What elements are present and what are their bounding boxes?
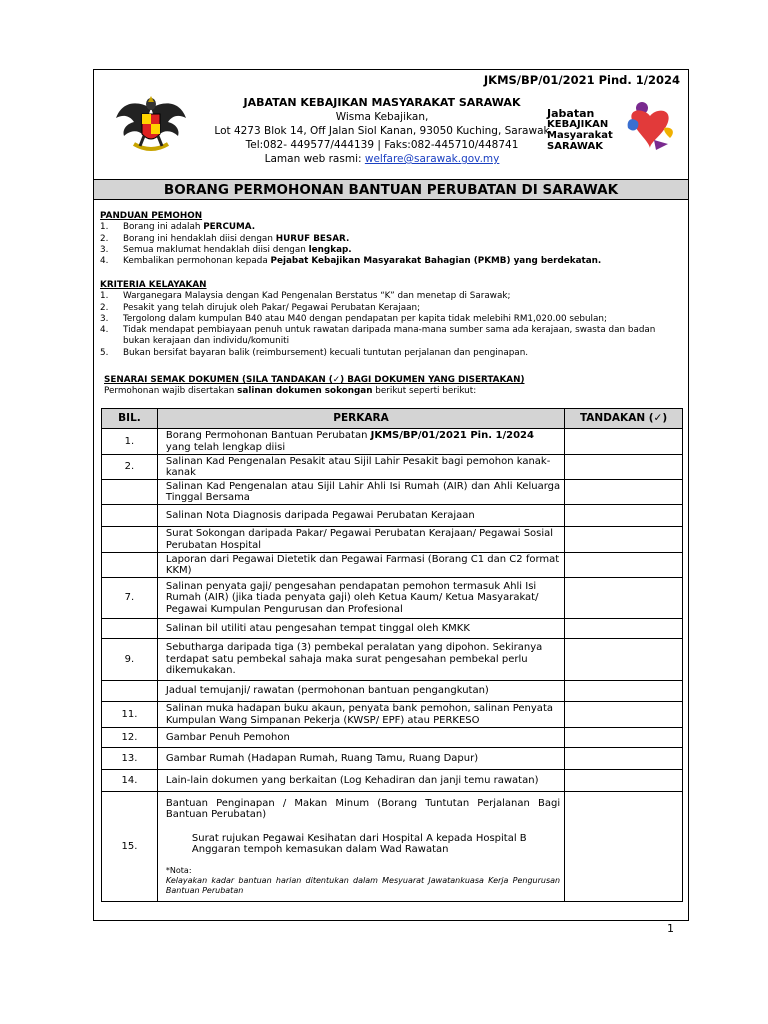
form-frame xyxy=(93,69,689,921)
tick-box[interactable] xyxy=(565,792,683,902)
tick-box[interactable] xyxy=(565,728,683,748)
kriteria-item: 3. Tergolong dalam kumpulan B40 atau M40 dengan pendapatan per kapita tidak melebihi RM1,020.00 sebulan; xyxy=(100,313,607,324)
tick-box[interactable] xyxy=(565,770,683,792)
tick-box[interactable] xyxy=(565,619,683,639)
agency-web xyxy=(202,152,562,166)
table-row: Salinan bil utiliti atau pengesahan tempat tinggal oleh KMKK xyxy=(102,619,683,639)
form-reference: JKMS/BP/01/2021 Pind. 1/2024 xyxy=(483,73,680,87)
logo-text-3: Masyarakat xyxy=(547,130,613,141)
tick-box[interactable] xyxy=(565,639,683,681)
tick-box[interactable] xyxy=(565,681,683,702)
table-row: 2. Salinan Kad Pengenalan Pesakit atau Sijil Lahir Pesakit bagi pemohon kanak-kanak xyxy=(102,455,683,480)
tick-box[interactable] xyxy=(565,480,683,505)
panduan-item: 1. Borang ini adalah PERCUMA. xyxy=(100,222,256,233)
row15-sub1: Surat rujukan Pegawai Kesihatan dari Hospital A kepada Hospital B xyxy=(191,832,527,844)
agency-name: JABATAN KEBAJIKAN MASYARAKAT SARAWAK xyxy=(243,96,521,109)
kriteria-item: 4. Tidak mendapat pembiayaan penuh untuk rawatan daripada mana-mana sumber sama ada kerajaan, swasta dan badan bukan kerajaan dan individu/komuniti xyxy=(100,325,656,347)
tick-box[interactable] xyxy=(565,702,683,728)
tick-box[interactable] xyxy=(565,505,683,527)
kriteria-item: 1. Warganegara Malaysia dengan Kad Pengenalan Berstatus “K” dan menetap di Sarawak; xyxy=(100,291,511,302)
kriteria-heading: KRITERIA KELAYAKAN xyxy=(100,280,207,290)
col-perkara: PERKARA xyxy=(157,409,564,429)
table-row: Jadual temujanji/ rawatan (permohonan bantuan pengangkutan) xyxy=(102,681,683,702)
col-tandakan: TANDAKAN (✓) xyxy=(565,409,683,429)
document-checklist-table xyxy=(101,408,683,902)
tick-box[interactable] xyxy=(565,578,683,619)
kriteria-section xyxy=(100,280,684,359)
tick-box[interactable] xyxy=(565,527,683,553)
table-row: Surat Sokongan daripada Pakar/ Pegawai Perubatan Kerajaan/ Pegawai Sosial Perubatan Hospital xyxy=(102,527,683,553)
table-row: 15. Bantuan Penginapan / Makan Minum (Borang Tuntutan Perjalanan Bagi Bantuan Perubatan) Surat rujukan Pegawai Kesihatan dari Hospital A kepada Hospital B Anggaran tempoh kemasukan dalam Wad Rawatan *Nota: Kelayakan kadar bantuan harian ditentukan dalam Mesyuarat Jawatankuasa Kerja Pengurusan Bantuan Perubatan xyxy=(102,792,683,902)
panduan-heading: PANDUAN PEMOHON xyxy=(100,211,203,221)
panduan-item: 4. Kembalikan permohonan kepada Pejabat Kebajikan Masyarakat Bahagian (PKMB) yang berdekatan. xyxy=(100,256,602,267)
table-row: 1. Borang Permohonan Bantuan Perubatan JKMS/BP/01/2021 Pin. 1/2024 yang telah lengkap diisi xyxy=(102,429,683,455)
table-row: Laporan dari Pegawai Dietetik dan Pegawai Farmasi (Borang C1 dan C2 format KKM) xyxy=(102,553,683,578)
kriteria-item: 2. Pesakit yang telah dirujuk oleh Pakar/ Pegawai Perubatan Kerajaan; xyxy=(100,302,421,313)
agency-email-link[interactable]: welfare@sarawak.gov.my xyxy=(364,153,500,165)
table-row: 12. Gambar Penuh Pemohon xyxy=(102,728,683,748)
page-number: 1 xyxy=(667,922,674,935)
senarai-note: Permohonan wajib disertakan salinan dokumen sokongan berikut seperti berikut: xyxy=(104,386,477,397)
tick-box[interactable] xyxy=(565,748,683,770)
row15-main: Bantuan Penginapan / Makan Minum (Borang Tuntutan Perjalanan Bagi Bantuan Perubatan) xyxy=(165,797,561,820)
table-header-row xyxy=(102,409,683,429)
logo-text-4: SARAWAK xyxy=(547,141,604,152)
heart-logo-icon xyxy=(620,98,682,156)
tick-box[interactable] xyxy=(565,455,683,480)
table-row: 7. Salinan penyata gaji/ pengesahan pendapatan pemohon termasuk Ahli Isi Rumah (AIR) (jika tiada penyata gaji) oleh Ketua Kaum/ Ketua Masyarakat/ Pegawai Kumpulan Pengurusan dan Profesional xyxy=(102,578,683,619)
kriteria-item: 5. Bukan bersifat bayaran balik (reimbursement) kecuali tuntutan perjalanan dan penginapan. xyxy=(100,347,529,358)
senarai-section xyxy=(104,375,688,398)
table-row: 14. Lain-lain dokumen yang berkaitan (Log Kehadiran dan janji temu rawatan) xyxy=(102,770,683,792)
agency-phone: Tel:082- 449577/444139 | Faks:082-445710/448741 xyxy=(245,139,519,151)
sarawak-crest-icon xyxy=(114,92,188,156)
col-bil: BIL. xyxy=(102,409,158,429)
agency-address: Lot 4273 Blok 14, Off Jalan Siol Kanan, 93050 Kuching, Sarawak xyxy=(214,125,550,137)
logo-text-2: KEBAJIKAN xyxy=(547,119,609,130)
form-title: BORANG PERMOHONAN BANTUAN PERUBATAN DI SARAWAK xyxy=(94,179,688,200)
logo-text-1: Jabatan xyxy=(547,107,595,120)
jkms-logo xyxy=(544,96,684,156)
agency-building: Wisma Kebajikan, xyxy=(335,111,429,123)
row15-note-heading: *Nota: xyxy=(165,865,192,875)
tick-box[interactable] xyxy=(565,429,683,455)
row15-sub2: Anggaran tempoh kemasukan dalam Wad Rawatan xyxy=(191,844,449,855)
table-row: Salinan Kad Pengenalan atau Sijil Lahir Ahli Isi Rumah (AIR) dan Ahli Keluarga Tinggal Bersama xyxy=(102,480,683,505)
table-row: 9. Sebutharga daripada tiga (3) pembekal peralatan yang dipohon. Sekiranya terdapat satu pembekal sahaja maka surat pengesahan pembekal perlu dikemukakan. xyxy=(102,639,683,681)
panduan-section xyxy=(100,211,684,267)
row15-note: Kelayakan kadar bantuan harian ditentukan dalam Mesyuarat Jawatankuasa Kerja Pengurusan Bantuan Perubatan xyxy=(165,875,561,895)
agency-web-label: Laman web rasmi: xyxy=(264,153,365,165)
panduan-item: 2. Borang ini hendaklah diisi dengan HURUF BESAR. xyxy=(100,233,350,244)
table-row: Salinan Nota Diagnosis daripada Pegawai Perubatan Kerajaan xyxy=(102,505,683,527)
table-row: 13. Gambar Rumah (Hadapan Rumah, Ruang Tamu, Ruang Dapur) xyxy=(102,748,683,770)
senarai-heading: SENARAI SEMAK DOKUMEN (SILA TANDAKAN (✓) BAGI DOKUMEN YANG DISERTAKAN) xyxy=(104,375,525,385)
tick-box[interactable] xyxy=(565,553,683,578)
panduan-item: 3. Semua maklumat hendaklah diisi dengan lengkap. xyxy=(100,244,352,255)
table-row: 11. Salinan muka hadapan buku akaun, penyata bank pemohon, salinan Penyata Kumpulan Wang Simpanan Pekerja (KWSP/ EPF) atau PERKESO xyxy=(102,702,683,728)
agency-header xyxy=(202,96,562,166)
